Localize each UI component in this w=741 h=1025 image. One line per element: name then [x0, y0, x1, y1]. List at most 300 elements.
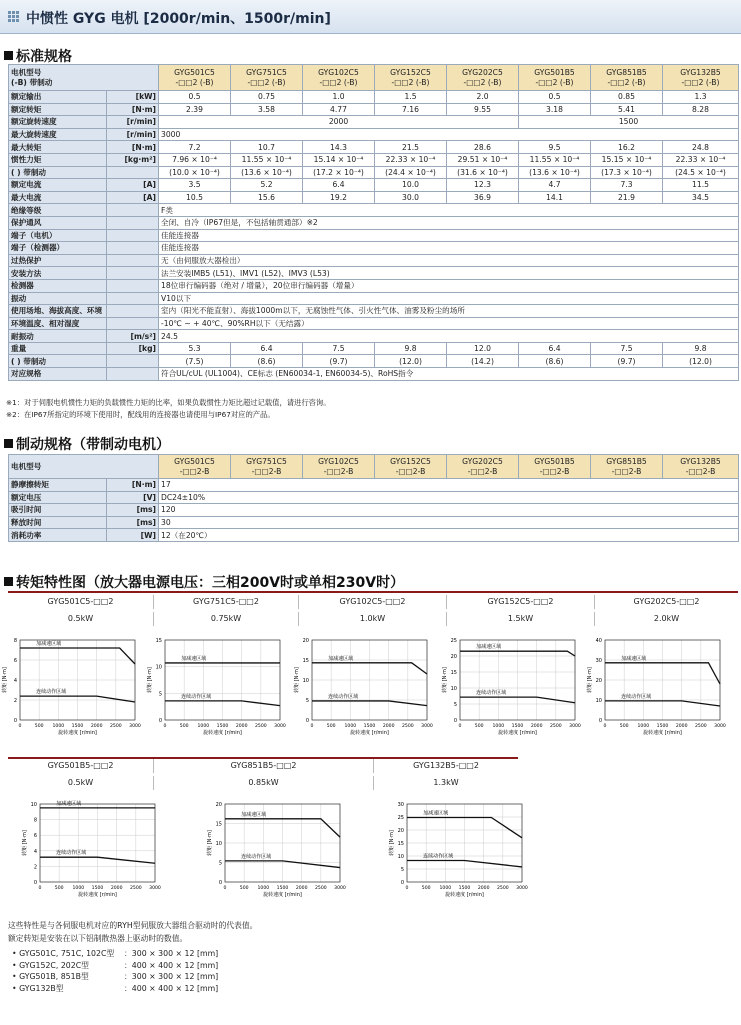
torque-row2-models: [8, 759, 518, 773]
y-tick-label: 8: [33, 817, 37, 824]
y-tick-label: 20: [450, 654, 457, 660]
brake-model-header: GYG851B5 -□□2-B: [591, 455, 663, 479]
x-tick-label: 0: [163, 724, 167, 729]
spec-row: [9, 103, 739, 116]
brake-row: [9, 479, 739, 492]
spec-row: [9, 254, 739, 267]
x-tick-label: 2000: [382, 724, 395, 729]
y-axis-label: 转矩 [N·m]: [147, 667, 153, 693]
spec-row-unit: [r/min]: [107, 116, 159, 129]
torque-chart: [146, 638, 286, 736]
spec-cell: 0.5: [519, 91, 591, 104]
spec-cell: 24.8: [663, 141, 739, 154]
spec-cell: 34.5: [663, 191, 739, 204]
accel-region-label: 加减速区域: [56, 800, 82, 807]
brake-cell: 12（在20℃）: [159, 529, 739, 542]
torque-model-label: GYG132B5-□□2: [373, 759, 518, 773]
heatsink-model: • GYG152C, 202C型: [12, 960, 89, 970]
brake-spec-table: [8, 454, 739, 542]
y-tick-label: 40: [595, 638, 602, 644]
x-axis-label: 旋转速度 [r/min]: [58, 730, 97, 736]
heatsink-model: • GYG501C, 751C, 102C型: [12, 949, 115, 958]
page-title: 中惯性 GYG 电机 [2000r/min、1500r/min]: [26, 11, 331, 27]
x-axis-label: 旋转速度 [r/min]: [203, 730, 242, 736]
heatsink-list: [12, 948, 218, 994]
continuous-region-label: 连续动作区域: [56, 850, 87, 857]
spec-row: [9, 179, 739, 192]
y-tick-label: 15: [450, 670, 457, 676]
heatsink-item: [12, 983, 218, 995]
spec-cell: (31.6 × 10⁻⁴): [447, 166, 519, 179]
spec-row-unit: [N·m]: [107, 103, 159, 116]
spec-cell: 0.75: [231, 91, 303, 104]
brake-row: [9, 529, 739, 542]
y-tick-label: 8: [13, 638, 17, 644]
x-tick-label: 3000: [714, 724, 726, 729]
x-tick-label: 0: [603, 724, 607, 729]
heatsink-size: ：400 × 400 × 12 [mm]: [124, 960, 219, 970]
x-tick-label: 3000: [569, 724, 581, 729]
spec-section-title: 标准规格: [4, 46, 72, 66]
spec-row-unit: [kg]: [107, 342, 159, 355]
continuous-region-label: 连续动作区域: [328, 693, 359, 700]
spec-cell: 6.4: [231, 342, 303, 355]
y-tick-label: 2: [13, 698, 17, 704]
x-tick-label: 500: [179, 724, 189, 729]
spec-row-unit: [N·m]: [107, 141, 159, 154]
spec-row-label: ( ) 带制动: [9, 166, 107, 179]
spec-cell: 22.33 × 10⁻⁴: [375, 153, 447, 166]
y-tick-label: 5: [305, 698, 309, 704]
spec-cell: (12.0): [663, 355, 739, 368]
x-axis-label: 旋转速度 [r/min]: [498, 730, 537, 736]
brake-head-label: 电机型号: [9, 455, 159, 479]
brake-cell: DC24±10%: [159, 491, 739, 504]
spec-row: [9, 330, 739, 343]
torque-power-label: 1.0kW: [298, 612, 446, 626]
spec-row-unit: [kg·m²]: [107, 153, 159, 166]
brake-row-label: 消耗功率: [9, 529, 107, 542]
y-axis-label: 转矩 [N·m]: [442, 667, 448, 693]
spec-row-label: 绝缘等级: [9, 204, 107, 217]
spec-cell: 符合UL/cUL (UL1004)、CE标志 (EN60034-1, EN60034-5)、RoHS指令: [159, 368, 739, 381]
spec-cell: 11.55 × 10⁻⁴: [519, 153, 591, 166]
spec-cell: 9.55: [447, 103, 519, 116]
spec-cell: 2.39: [159, 103, 231, 116]
x-tick-label: 2000: [235, 724, 248, 729]
x-tick-label: 1500: [71, 724, 84, 729]
spec-row: [9, 116, 739, 129]
spec-cell: 7.2: [159, 141, 231, 154]
spec-row-label: 额定输出: [9, 91, 107, 104]
spec-cell: 9.8: [375, 342, 447, 355]
spec-model-header: GYG202C5 -□□2 (-B): [447, 65, 519, 91]
spec-cell: (17.3 × 10⁻⁴): [591, 166, 663, 179]
spec-row: [9, 216, 739, 229]
spec-row-unit: [107, 317, 159, 330]
brake-row-label: 额定电压: [9, 491, 107, 504]
y-axis-label: 转矩 [N·m]: [2, 667, 8, 693]
spec-cell: 室内（阳光不能直射）、海拔1000m以下，无腐蚀性气体、引火性气体、油雾及粉尘的场所: [159, 305, 739, 318]
spec-row-unit: [m/s²]: [107, 330, 159, 343]
accel-region-label: 加减速区域: [181, 655, 207, 662]
spec-cell: 29.51 × 10⁻⁴: [447, 153, 519, 166]
torque-model-label: GYG102C5-□□2: [298, 595, 446, 609]
torque-row1-charts: [0, 630, 741, 750]
torque-row1-models: [8, 595, 738, 609]
x-tick-label: 0: [310, 724, 314, 729]
y-tick-label: 0: [218, 880, 222, 886]
spec-row: [9, 355, 739, 368]
y-tick-label: 10: [155, 664, 162, 671]
torque-model-label: GYG851B5-□□2: [153, 759, 373, 773]
x-tick-label: 1500: [91, 886, 104, 891]
spec-cell: 10.5: [159, 191, 231, 204]
spec-cell: (8.6): [231, 355, 303, 368]
x-axis-label: 旋转速度 [r/min]: [350, 730, 389, 736]
x-tick-label: 2000: [110, 886, 123, 891]
x-tick-label: 0: [223, 886, 227, 891]
x-tick-label: 500: [421, 886, 431, 891]
x-tick-label: 2500: [496, 886, 509, 891]
spec-note-1: ※1：对于伺服电机惯性力矩的负载惯性力矩的比率，如果负载惯性力矩比超过记载值，请进行咨询。: [6, 398, 331, 407]
spec-head-label: 电机型号 (-B) 带制动: [9, 65, 159, 91]
footer-line-1: 这些特性是与各伺服电机对应的RYH型伺服放大器组合驱动时的代表值。: [8, 921, 258, 930]
x-tick-label: 2500: [401, 724, 414, 729]
x-tick-label: 1500: [363, 724, 376, 729]
spec-row-label: 对应规格: [9, 368, 107, 381]
spec-cell: 12.3: [447, 179, 519, 192]
brake-row-label: 吸引时间: [9, 504, 107, 517]
continuous-region-label: 连续动作区域: [36, 689, 67, 696]
brake-section-title: 制动规格（带制动电机）: [4, 434, 170, 454]
x-tick-label: 1500: [511, 724, 524, 729]
spec-cell: 4.77: [303, 103, 375, 116]
spec-row: [9, 279, 739, 292]
y-axis-label: 转矩 [N·m]: [207, 830, 213, 856]
spec-row-unit: [107, 279, 159, 292]
spec-row-unit: [A]: [107, 179, 159, 192]
brake-model-header: GYG751C5 -□□2-B: [231, 455, 303, 479]
brake-row-unit: [W]: [107, 529, 159, 542]
x-tick-label: 500: [54, 886, 64, 891]
spec-cell: 3.58: [231, 103, 303, 116]
x-tick-label: 3000: [149, 886, 161, 891]
spec-row: [9, 191, 739, 204]
spec-row-label: 耐振动: [9, 330, 107, 343]
spec-cell: 15.15 × 10⁻⁴: [591, 153, 663, 166]
spec-model-header: GYG501B5 -□□2 (-B): [519, 65, 591, 91]
spec-cell: 7.96 × 10⁻⁴: [159, 153, 231, 166]
spec-row: [9, 317, 739, 330]
standard-spec-table: [8, 64, 739, 381]
spec-cell: 3.5: [159, 179, 231, 192]
spec-model-header: GYG102C5 -□□2 (-B): [303, 65, 375, 91]
y-tick-label: 0: [453, 718, 457, 724]
spec-row: [9, 242, 739, 255]
y-tick-label: 30: [397, 802, 404, 808]
brake-row-unit: [ms]: [107, 504, 159, 517]
spec-cell: 15.14 × 10⁻⁴: [303, 153, 375, 166]
spec-row-unit: [A]: [107, 191, 159, 204]
x-tick-label: 500: [34, 724, 44, 729]
spec-cell: F类: [159, 204, 739, 217]
spec-row-label: 最大电流: [9, 191, 107, 204]
x-tick-label: 1000: [197, 724, 210, 729]
heatsink-size: ：300 × 300 × 12 [mm]: [124, 949, 219, 958]
spec-cell: 0.85: [591, 91, 663, 104]
spec-cell: 1.5: [375, 91, 447, 104]
spec-row-label: 额定转矩: [9, 103, 107, 116]
x-tick-label: 3000: [516, 886, 528, 891]
torque-chart: [206, 802, 346, 898]
spec-row: [9, 368, 739, 381]
spec-row-label: 惯性力矩: [9, 153, 107, 166]
spec-model-header: GYG152C5 -□□2 (-B): [375, 65, 447, 91]
spec-row-unit: [107, 305, 159, 318]
brake-model-header: GYG202C5 -□□2-B: [447, 455, 519, 479]
spec-cell: 9.8: [663, 342, 739, 355]
spec-cell: (9.7): [591, 355, 663, 368]
spec-row-unit: [r/min]: [107, 128, 159, 141]
y-tick-label: 15: [215, 821, 222, 828]
y-tick-label: 4: [13, 678, 17, 684]
y-tick-label: 25: [450, 638, 457, 644]
x-tick-label: 0: [38, 886, 42, 891]
spec-cell: 22.33 × 10⁻⁴: [663, 153, 739, 166]
x-tick-label: 1000: [492, 724, 505, 729]
spec-cell: (14.2): [447, 355, 519, 368]
y-tick-label: 5: [453, 702, 457, 708]
spec-row: [9, 267, 739, 280]
x-tick-label: 2000: [477, 886, 490, 891]
spec-cell: (13.6 × 10⁻⁴): [519, 166, 591, 179]
x-tick-label: 1000: [52, 724, 65, 729]
y-tick-label: 0: [400, 880, 404, 886]
y-tick-label: 10: [450, 686, 457, 692]
spec-row-unit: [107, 267, 159, 280]
x-tick-label: 2500: [549, 724, 562, 729]
spec-cell: 11.5: [663, 179, 739, 192]
accel-region-label: 加减速区域: [476, 644, 502, 651]
spec-cell: 7.5: [591, 342, 663, 355]
spec-row: [9, 166, 739, 179]
brake-row-unit: [V]: [107, 491, 159, 504]
spec-model-header: GYG751C5 -□□2 (-B): [231, 65, 303, 91]
spec-cell: (7.5): [159, 355, 231, 368]
spec-row: [9, 153, 739, 166]
x-tick-label: 1000: [257, 886, 270, 891]
brake-model-header: GYG132B5 -□□2-B: [663, 455, 739, 479]
accel-region-label: 加减速区域: [621, 655, 647, 662]
y-tick-label: 10: [215, 841, 222, 847]
brake-model-header: GYG501B5 -□□2-B: [519, 455, 591, 479]
spec-cell: 全闭、自冷（IP67但是，不包括轴贯通部）※2: [159, 216, 739, 229]
spec-row: [9, 128, 739, 141]
spec-row-label: 安装方法: [9, 267, 107, 280]
spec-row-unit: [107, 242, 159, 255]
y-tick-label: 0: [13, 718, 17, 724]
spec-cell: 24.5: [159, 330, 739, 343]
brake-cell: 120: [159, 504, 739, 517]
spec-cell: 6.4: [303, 179, 375, 192]
brake-row-label: 释放时间: [9, 516, 107, 529]
y-tick-label: 0: [598, 718, 602, 724]
y-tick-label: 2: [33, 864, 37, 871]
spec-row: [9, 229, 739, 242]
spec-cell: (17.2 × 10⁻⁴): [303, 166, 375, 179]
page-header: [0, 0, 741, 34]
spec-row: [9, 342, 739, 355]
brake-row-unit: [ms]: [107, 516, 159, 529]
spec-row: [9, 141, 739, 154]
x-tick-label: 3000: [129, 724, 141, 729]
spec-row-unit: [107, 368, 159, 381]
continuous-region-label: 连续动作区域: [621, 693, 652, 700]
spec-cell: 21.9: [591, 191, 663, 204]
x-axis-label: 旋转速度 [r/min]: [643, 730, 682, 736]
spec-cell: 5.2: [231, 179, 303, 192]
spec-cell: 1500: [519, 116, 739, 129]
x-tick-label: 1000: [439, 886, 452, 891]
spec-cell: 36.9: [447, 191, 519, 204]
x-tick-label: 2500: [254, 724, 267, 729]
spec-row-label: 振动: [9, 292, 107, 305]
spec-cell: (10.0 × 10⁻⁴): [159, 166, 231, 179]
accel-region-label: 加减速区域: [328, 655, 354, 662]
spec-cell: (13.6 × 10⁻⁴): [231, 166, 303, 179]
continuous-region-label: 连续动作区域: [423, 853, 454, 860]
brake-model-header: GYG501C5 -□□2-B: [159, 455, 231, 479]
spec-cell: 1.3: [663, 91, 739, 104]
spec-cell: (24.4 × 10⁻⁴): [375, 166, 447, 179]
spec-row-label: 端子（电机）: [9, 229, 107, 242]
spec-row-label: 最大旋转速度: [9, 128, 107, 141]
spec-cell: (8.6): [519, 355, 591, 368]
x-tick-label: 3000: [421, 724, 433, 729]
torque-model-label: GYG751C5-□□2: [153, 595, 298, 609]
y-tick-label: 5: [218, 860, 222, 867]
y-axis-label: 转矩 [N·m]: [22, 830, 28, 856]
y-tick-label: 5: [158, 691, 162, 698]
x-tick-label: 500: [326, 724, 336, 729]
spec-cell: (24.5 × 10⁻⁴): [663, 166, 739, 179]
heatsink-model: • GYG132B型: [12, 983, 64, 993]
spec-cell: 12.0: [447, 342, 519, 355]
spec-row-label: 额定旋转速度: [9, 116, 107, 129]
torque-power-label: 1.3kW: [373, 776, 518, 790]
spec-row-label: 环境温度、相对湿度: [9, 317, 107, 330]
spec-cell: V10以下: [159, 292, 739, 305]
spec-cell: 9.5: [519, 141, 591, 154]
y-tick-label: 0: [158, 718, 162, 724]
spec-cell: 0.5: [159, 91, 231, 104]
heatsink-size: ：300 × 300 × 12 [mm]: [124, 972, 219, 981]
y-tick-label: 15: [155, 638, 162, 644]
torque-model-label: GYG501C5-□□2: [47, 597, 114, 606]
brake-row: [9, 504, 739, 517]
x-tick-label: 3000: [274, 724, 286, 729]
spec-cell: 4.7: [519, 179, 591, 192]
torque-model-label: GYG202C5-□□2: [594, 595, 738, 609]
accel-region-label: 加减速区域: [36, 641, 62, 647]
torque-row2-charts: [0, 796, 560, 912]
spec-cell: 30.0: [375, 191, 447, 204]
x-tick-label: 0: [18, 724, 22, 729]
grid-dots-icon: [8, 11, 20, 23]
spec-cell: 6.4: [519, 342, 591, 355]
spec-cell: 5.41: [591, 103, 663, 116]
spec-cell: 1.0: [303, 91, 375, 104]
torque-power-label: 1.5kW: [446, 612, 594, 626]
spec-row-label: 端子（检测器）: [9, 242, 107, 255]
footer-line-2: 额定转矩是安装在以下铝制散热器上驱动时的数值。: [8, 934, 188, 943]
spec-cell: 7.5: [303, 342, 375, 355]
x-tick-label: 1500: [656, 724, 669, 729]
spec-cell: 7.3: [591, 179, 663, 192]
x-tick-label: 500: [239, 886, 249, 891]
spec-row-label: ( ) 带制动: [9, 355, 107, 368]
y-tick-label: 15: [397, 841, 404, 847]
brake-row-label: 静摩擦转矩: [9, 479, 107, 492]
spec-cell: 11.55 × 10⁻⁴: [231, 153, 303, 166]
spec-cell: 法兰安装IMB5 (L51)、IMV1 (L52)、IMV3 (L53): [159, 267, 739, 280]
spec-cell: 19.2: [303, 191, 375, 204]
torque-chart: [21, 800, 161, 898]
spec-cell: (12.0): [375, 355, 447, 368]
torque-chart: [293, 638, 433, 736]
x-tick-label: 1500: [216, 724, 229, 729]
x-tick-label: 1500: [276, 886, 289, 891]
torque-power-label: 0.75kW: [153, 612, 298, 626]
y-tick-label: 10: [595, 698, 602, 704]
x-axis-label: 旋转速度 [r/min]: [445, 892, 484, 898]
spec-note-2: ※2：在IP67所指定的环境下使用时，配线用的连接器也请使用与IP67对应的产品。: [6, 410, 275, 419]
spec-cell: 15.6: [231, 191, 303, 204]
accel-region-label: 加减速区域: [423, 810, 449, 817]
x-tick-label: 1000: [72, 886, 85, 891]
spec-row-unit: [107, 166, 159, 179]
y-tick-label: 30: [595, 658, 602, 664]
x-tick-label: 2000: [675, 724, 688, 729]
torque-section-title: 转矩特性图（放大器电源电压：三相200V时或单相230V时）: [4, 572, 404, 592]
continuous-region-label: 连续动作区域: [181, 693, 212, 700]
brake-model-header: GYG102C5 -□□2-B: [303, 455, 375, 479]
y-tick-label: 25: [397, 815, 404, 821]
x-tick-label: 1000: [637, 724, 650, 729]
y-tick-label: 20: [302, 638, 309, 644]
spec-row-label: 检测器: [9, 279, 107, 292]
y-axis-label: 转矩 [N·m]: [587, 667, 593, 693]
x-tick-label: 1500: [458, 886, 471, 891]
torque-chart: [388, 802, 528, 898]
y-axis-label: 转矩 [N·m]: [389, 830, 395, 856]
x-tick-label: 2000: [90, 724, 103, 729]
spec-cell: 21.5: [375, 141, 447, 154]
brake-row: [9, 491, 739, 504]
spec-cell: 无（由伺服放大器检出）: [159, 254, 739, 267]
spec-cell: (9.7): [303, 355, 375, 368]
spec-cell: 14.1: [519, 191, 591, 204]
spec-row-unit: [107, 229, 159, 242]
torque-power-label: 2.0kW: [594, 612, 738, 626]
y-tick-label: 15: [302, 658, 309, 664]
x-tick-label: 2000: [530, 724, 543, 729]
torque-power-label: 0.5kW: [67, 778, 94, 787]
spec-row-label: 使用场地、海拔高度、环境: [9, 305, 107, 318]
spec-cell: 7.16: [375, 103, 447, 116]
spec-row: [9, 91, 739, 104]
